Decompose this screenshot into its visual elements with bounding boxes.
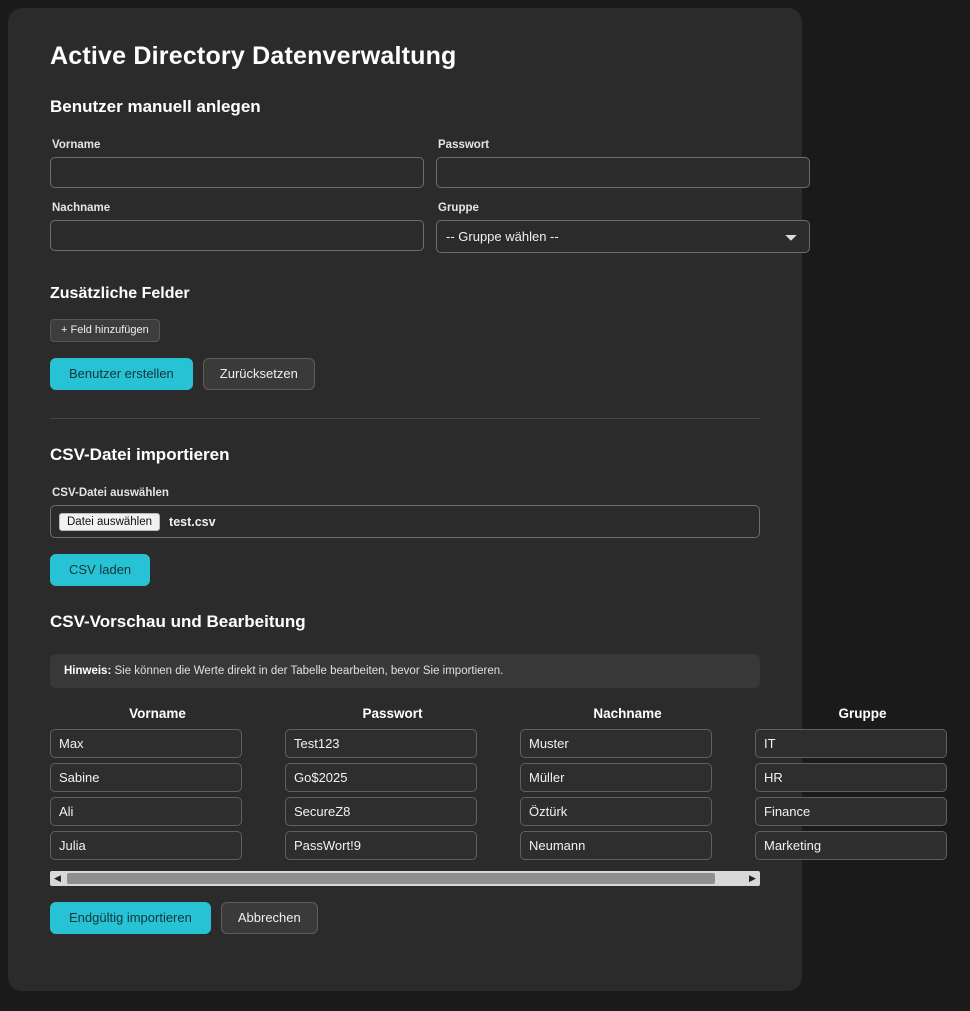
cell-gap bbox=[735, 831, 755, 865]
cancel-button[interactable]: Abbrechen bbox=[221, 902, 318, 934]
cell-input-passwort[interactable] bbox=[285, 797, 477, 826]
nachname-label: Nachname bbox=[52, 202, 111, 214]
manual-actions bbox=[50, 358, 760, 390]
table-row bbox=[50, 763, 970, 797]
cell-passwort bbox=[285, 763, 500, 797]
preview-hint bbox=[50, 654, 760, 688]
preview-hint-text: Sie können die Werte direkt in der Tabelle bearbeiten, bevor Sie importieren. bbox=[111, 665, 504, 677]
cell-input-passwort[interactable] bbox=[285, 763, 477, 792]
add-field-button[interactable]: + Feld hinzufügen bbox=[50, 319, 160, 342]
csv-load-actions bbox=[50, 554, 760, 586]
cell-input-nachname[interactable] bbox=[520, 831, 712, 860]
preview-actions bbox=[50, 902, 760, 934]
cell-nachname bbox=[520, 729, 735, 763]
cell-gap bbox=[735, 729, 755, 763]
cell-vorname bbox=[50, 797, 265, 831]
csv-file-row[interactable] bbox=[50, 505, 760, 538]
header-gap-2 bbox=[500, 702, 520, 729]
cell-gap bbox=[265, 797, 285, 831]
passwort-field bbox=[436, 139, 810, 188]
gruppe-field bbox=[436, 202, 810, 253]
gruppe-label: Gruppe bbox=[438, 202, 479, 214]
final-import-button[interactable]: Endgültig importieren bbox=[50, 902, 211, 934]
table-row bbox=[50, 729, 970, 763]
csv-preview-table bbox=[50, 702, 970, 865]
main-card bbox=[8, 8, 887, 991]
cell-nachname bbox=[520, 763, 735, 797]
create-user-button[interactable]: Benutzer erstellen bbox=[50, 358, 193, 390]
cell-nachname bbox=[520, 797, 735, 831]
cell-input-passwort[interactable] bbox=[285, 729, 477, 758]
nachname-field bbox=[50, 202, 424, 253]
cell-gap bbox=[500, 729, 520, 763]
header-gap-1 bbox=[265, 702, 285, 729]
load-csv-button[interactable]: CSV laden bbox=[50, 554, 150, 586]
cell-gruppe bbox=[755, 729, 970, 763]
csv-import-heading: CSV-Datei importieren bbox=[50, 445, 230, 464]
vorname-input[interactable] bbox=[50, 157, 424, 188]
csv-table-wrapper bbox=[50, 702, 887, 865]
manual-section-heading: Benutzer manuell anlegen bbox=[50, 97, 261, 116]
column-header-vorname: Vorname bbox=[129, 706, 186, 721]
gruppe-select[interactable] bbox=[436, 220, 810, 253]
column-header-nachname: Nachname bbox=[593, 706, 662, 721]
cell-input-passwort[interactable] bbox=[285, 831, 477, 860]
cell-gap bbox=[265, 763, 285, 797]
table-header-row bbox=[50, 702, 970, 729]
column-header-gruppe: Gruppe bbox=[838, 706, 887, 721]
cell-input-gruppe[interactable] bbox=[755, 831, 947, 860]
cell-gruppe bbox=[755, 797, 970, 831]
horizontal-scrollbar[interactable] bbox=[50, 871, 760, 886]
cell-input-nachname[interactable] bbox=[520, 763, 712, 792]
scroll-right-icon[interactable]: ▶ bbox=[749, 873, 756, 883]
cell-vorname bbox=[50, 729, 265, 763]
cell-input-gruppe[interactable] bbox=[755, 729, 947, 758]
cell-gap bbox=[265, 831, 285, 865]
cell-gap bbox=[265, 729, 285, 763]
preview-heading: CSV-Vorschau und Bearbeitung bbox=[50, 612, 306, 631]
cell-passwort bbox=[285, 729, 500, 763]
cell-gruppe bbox=[755, 831, 970, 865]
choose-file-button[interactable]: Datei auswählen bbox=[59, 513, 160, 531]
cell-vorname bbox=[50, 831, 265, 865]
cell-gap bbox=[500, 763, 520, 797]
section-divider bbox=[50, 418, 760, 419]
preview-hint-prefix: Hinweis: bbox=[64, 665, 112, 677]
vorname-label: Vorname bbox=[52, 139, 101, 151]
page-title: Active Directory Datenverwaltung bbox=[50, 42, 457, 70]
cell-passwort bbox=[285, 831, 500, 865]
extra-fields-heading: Zusätzliche Felder bbox=[50, 285, 190, 302]
cell-input-vorname[interactable] bbox=[50, 831, 242, 860]
passwort-input[interactable] bbox=[436, 157, 810, 188]
reset-button[interactable]: Zurücksetzen bbox=[203, 358, 315, 390]
cell-input-vorname[interactable] bbox=[50, 729, 242, 758]
cell-gap bbox=[735, 797, 755, 831]
selected-file-name: test.csv bbox=[169, 514, 216, 529]
scrollbar-thumb[interactable] bbox=[67, 873, 715, 884]
cell-vorname bbox=[50, 763, 265, 797]
cell-input-nachname[interactable] bbox=[520, 797, 712, 826]
table-row bbox=[50, 797, 970, 831]
header-gap-3 bbox=[735, 702, 755, 729]
cell-passwort bbox=[285, 797, 500, 831]
cell-nachname bbox=[520, 831, 735, 865]
cell-input-nachname[interactable] bbox=[520, 729, 712, 758]
cell-input-gruppe[interactable] bbox=[755, 763, 947, 792]
scroll-left-icon[interactable]: ◀ bbox=[54, 873, 61, 883]
table-row bbox=[50, 831, 970, 865]
cell-gruppe bbox=[755, 763, 970, 797]
cell-input-vorname[interactable] bbox=[50, 797, 242, 826]
cell-input-gruppe[interactable] bbox=[755, 797, 947, 826]
cell-input-vorname[interactable] bbox=[50, 763, 242, 792]
passwort-label: Passwort bbox=[438, 139, 490, 151]
cell-gap bbox=[500, 797, 520, 831]
nachname-input[interactable] bbox=[50, 220, 424, 251]
column-header-passwort: Passwort bbox=[362, 706, 423, 721]
cell-gap bbox=[500, 831, 520, 865]
manual-form-grid bbox=[50, 139, 760, 267]
csv-file-label: CSV-Datei auswählen bbox=[52, 487, 169, 499]
cell-gap bbox=[735, 763, 755, 797]
vorname-field bbox=[50, 139, 424, 188]
